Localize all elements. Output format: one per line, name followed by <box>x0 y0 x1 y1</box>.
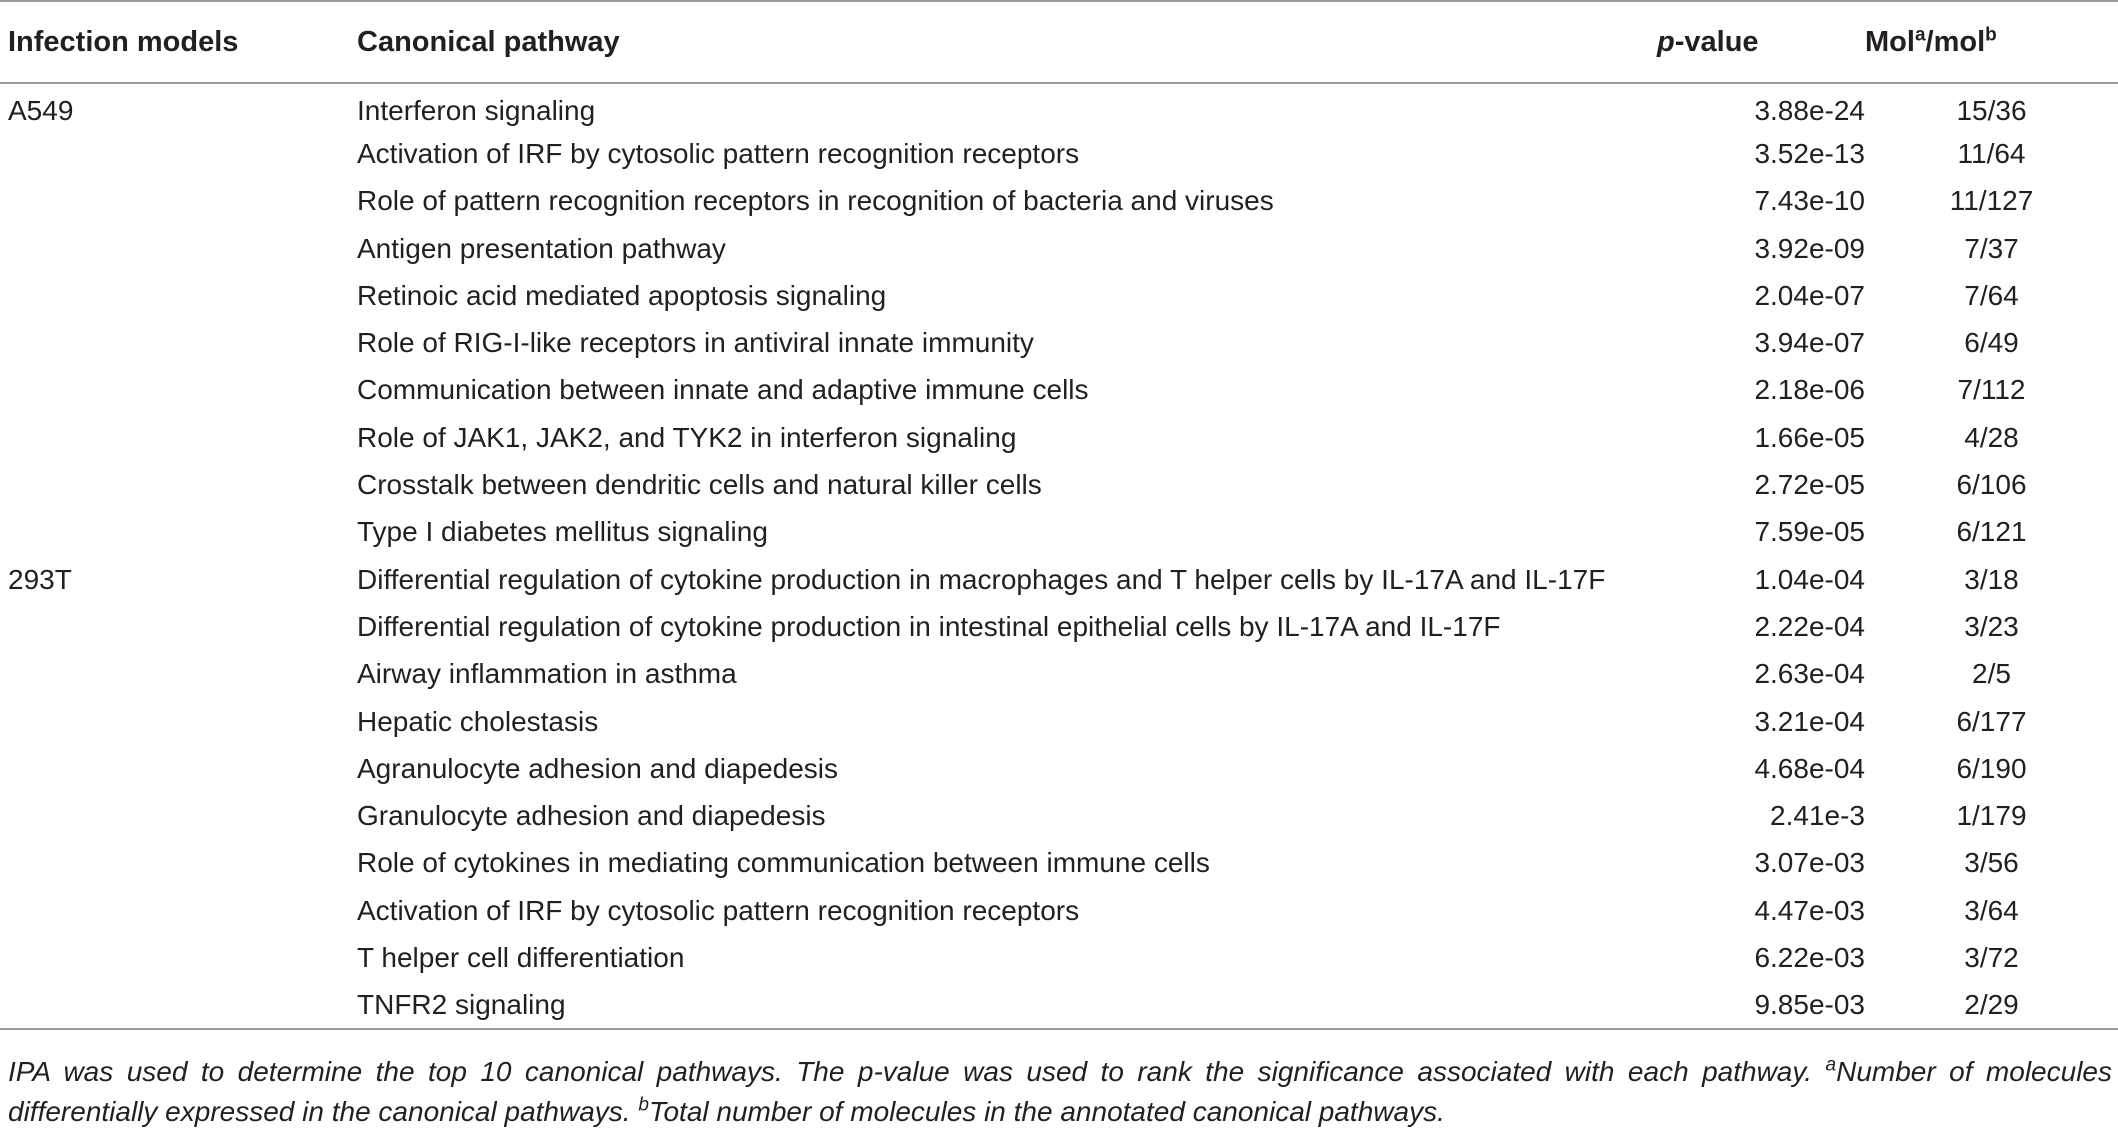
cell-canonical-pathway: Type I diabetes mellitus signaling <box>357 516 768 548</box>
header-sup-b: b <box>1985 23 1997 45</box>
cell-p-value: 2.22e-04 <box>1754 610 1865 642</box>
cell-canonical-pathway: Retinoic acid mediated apoptosis signaling <box>357 279 887 311</box>
cell-infection-model <box>0 792 357 839</box>
footnote-text-3: Total number of molecules in the annotated canonical pathways. <box>648 1096 1445 1127</box>
cell-infection-model <box>0 745 357 792</box>
table-row <box>0 792 2118 839</box>
header-p-suffix: -value <box>1674 25 1759 58</box>
cell-infection-model <box>0 603 357 650</box>
cell-canonical-pathway: Role of pattern recognition receptors in recognition of bacteria and viruses <box>357 185 1274 217</box>
cell-canonical-pathway: T helper cell differentiation <box>357 941 685 973</box>
cell-infection-model <box>0 461 357 508</box>
cell-infection-model <box>0 367 357 414</box>
header-mol-ratio <box>1865 1 2118 83</box>
cell-p-value: 3.88e-24 <box>1754 95 1865 127</box>
table-row <box>0 225 2118 272</box>
header-infection-models: Infection models <box>0 1 357 83</box>
cell-infection-model <box>0 840 357 887</box>
cell-canonical-pathway: Hepatic cholestasis <box>357 705 599 737</box>
cell-infection-model <box>0 651 357 698</box>
cell-mol-ratio: 4/28 <box>1964 421 2019 453</box>
cell-infection-model <box>0 130 357 177</box>
cell-mol-ratio: 11/127 <box>1949 185 2034 217</box>
cell-mol-ratio: 6/49 <box>1964 327 2019 359</box>
cell-mol-ratio: 3/72 <box>1964 941 2019 973</box>
table-row <box>0 603 2118 650</box>
cell-p-value: 3.92e-09 <box>1754 232 1865 264</box>
cell-infection-model <box>0 887 357 934</box>
cell-mol-ratio: 7/112 <box>1957 374 2026 406</box>
cell-canonical-pathway: Agranulocyte adhesion and diapedesis <box>357 752 839 784</box>
table-row <box>0 556 2118 603</box>
footnote-sup-b: b <box>638 1094 649 1116</box>
cell-canonical-pathway: TNFR2 signaling <box>357 982 1657 1029</box>
table-row <box>0 745 2118 792</box>
cell-mol-ratio: 3/64 <box>1964 894 2019 926</box>
table-footnote <box>8 1052 2112 1132</box>
table-row <box>0 887 2118 934</box>
cell-canonical-pathway: Activation of IRF by cytosolic pattern recognition receptors <box>357 894 1080 926</box>
cell-p-value: 9.85e-03 <box>1657 982 1865 1029</box>
cell-mol-ratio: 6/190 <box>1956 752 2027 784</box>
cell-infection-model <box>0 319 357 366</box>
cell-infection-model <box>0 934 357 981</box>
cell-canonical-pathway: Interferon signaling <box>357 95 596 127</box>
cell-p-value: 4.68e-04 <box>1754 752 1865 784</box>
cell-infection-model <box>0 414 357 461</box>
header-sup-a: a <box>1914 23 1926 45</box>
cell-mol-ratio: 15/36 <box>1956 95 2027 127</box>
cell-canonical-pathway: Role of RIG-I-like receptors in antiviral innate immunity <box>357 327 1034 359</box>
cell-p-value: 7.59e-05 <box>1754 516 1865 548</box>
table-row <box>0 272 2118 319</box>
cell-p-value: 1.66e-05 <box>1754 421 1865 453</box>
header-p-value <box>1657 1 1865 83</box>
cell-mol-ratio: 3/56 <box>1964 847 2019 879</box>
table-row <box>0 367 2118 414</box>
cell-canonical-pathway: Airway inflammation in asthma <box>357 658 737 690</box>
cell-p-value: 3.52e-13 <box>1754 137 1865 169</box>
cell-mol-ratio: 6/106 <box>1956 469 2027 501</box>
table-row <box>0 509 2118 556</box>
cell-mol-ratio: 3/18 <box>1964 563 2019 595</box>
cell-canonical-pathway: Role of cytokines in mediating communication between immune cells <box>357 847 1210 879</box>
cell-mol-ratio: 1/179 <box>1956 800 2027 832</box>
header-p-letter: p <box>1657 25 1675 58</box>
footnote-sup-a: a <box>1825 1054 1837 1076</box>
cell-infection-model <box>0 509 357 556</box>
table-row <box>0 130 2118 177</box>
cell-canonical-pathway: Role of JAK1, JAK2, and TYK2 in interferon signaling <box>357 421 1017 453</box>
table-row <box>0 461 2118 508</box>
cell-mol-ratio: 2/29 <box>1865 982 2118 1029</box>
cell-p-value: 7.43e-10 <box>1754 185 1865 217</box>
cell-canonical-pathway: Communication between innate and adaptive immune cells <box>357 374 1089 406</box>
cell-canonical-pathway: Activation of IRF by cytosolic pattern recognition receptors <box>357 137 1080 169</box>
cell-mol-ratio: 3/23 <box>1964 610 2019 642</box>
cell-p-value: 4.47e-03 <box>1754 894 1865 926</box>
cell-mol-ratio: 7/37 <box>1964 232 2019 264</box>
table-body <box>0 83 2118 1029</box>
cell-p-value: 3.94e-07 <box>1754 327 1865 359</box>
cell-canonical-pathway: Differential regulation of cytokine production in macrophages and T helper cells by IL-17A and IL-17F <box>357 563 1606 595</box>
cell-canonical-pathway: Antigen presentation pathway <box>357 232 726 264</box>
cell-p-value: 3.07e-03 <box>1754 847 1865 879</box>
cell-mol-ratio: 11/64 <box>1957 137 2026 169</box>
footnote-text-2: Number of molecules differentially expressed in the canonical pathways. <box>8 1056 2112 1127</box>
cell-p-value: 2.04e-07 <box>1754 279 1865 311</box>
cell-p-value: 2.41e-3 <box>1770 800 1865 832</box>
table-header <box>0 1 2118 83</box>
cell-p-value: 1.04e-04 <box>1754 563 1865 595</box>
cell-p-value: 6.22e-03 <box>1754 941 1865 973</box>
table-row <box>0 178 2118 225</box>
cell-p-value: 2.18e-06 <box>1754 374 1865 406</box>
cell-infection-model <box>0 225 357 272</box>
cell-infection-model: 293T <box>8 563 72 595</box>
table-row <box>0 934 2118 981</box>
cell-canonical-pathway: Differential regulation of cytokine production in intestinal epithelial cells by IL-17A and IL-17F <box>357 610 1501 642</box>
header-mol-slash: /mol <box>1925 25 1986 58</box>
cell-canonical-pathway: Granulocyte adhesion and diapedesis <box>357 800 826 832</box>
table-row <box>0 982 2118 1029</box>
footnote-text-1: IPA was used to determine the top 10 canonical pathways. The p-value was used to rank the significance associated with each pathway. <box>8 1056 1826 1087</box>
cell-infection-model: A549 <box>8 95 74 127</box>
cell-infection-model <box>0 178 357 225</box>
table-row <box>0 83 2118 130</box>
cell-mol-ratio: 7/64 <box>1964 279 2019 311</box>
header-row <box>0 1 2118 83</box>
cell-infection-model <box>0 982 357 1029</box>
cell-p-value: 2.72e-05 <box>1754 469 1865 501</box>
table-row <box>0 651 2118 698</box>
cell-p-value: 2.63e-04 <box>1754 658 1865 690</box>
cell-mol-ratio: 6/121 <box>1956 516 2027 548</box>
cell-infection-model <box>0 698 357 745</box>
table-row <box>0 840 2118 887</box>
header-canonical-pathway: Canonical pathway <box>357 1 1657 83</box>
cell-mol-ratio: 6/177 <box>1956 705 2027 737</box>
cell-p-value: 3.21e-04 <box>1754 705 1865 737</box>
cell-infection-model <box>0 272 357 319</box>
table-row <box>0 698 2118 745</box>
header-mol-a: Mol <box>1865 25 1915 58</box>
cell-canonical-pathway: Crosstalk between dendritic cells and natural killer cells <box>357 469 1042 501</box>
table-row <box>0 414 2118 461</box>
table-row <box>0 319 2118 366</box>
cell-mol-ratio: 2/5 <box>1972 658 2011 690</box>
